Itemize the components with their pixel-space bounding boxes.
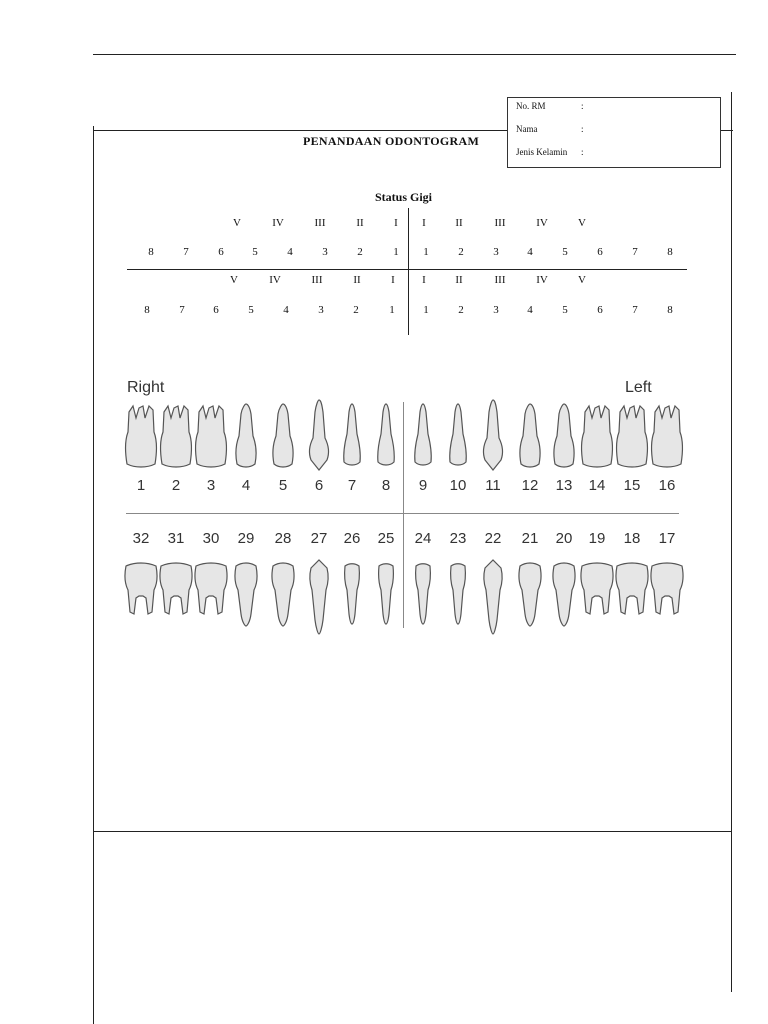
upper-tooth-9: [405, 398, 441, 474]
lower-tooth-23: [440, 558, 476, 634]
lower-primary-left-4: II: [353, 274, 361, 286]
info-label-nama: Nama: [516, 124, 538, 134]
status-gigi-horizontal-divider: [127, 269, 687, 270]
lower-permanent-left-4: 5: [248, 304, 254, 316]
lower-tooth-number-25: 25: [377, 530, 395, 547]
lower-permanent-right-2: 2: [458, 304, 464, 316]
upper-permanent-right-8: 8: [667, 246, 673, 258]
lower-tooth-number-32: 32: [132, 530, 150, 547]
upper-tooth-6: [301, 398, 337, 474]
lower-primary-right-1: I: [422, 274, 426, 286]
info-label-jenis-kelamin: Jenis Kelamin: [516, 147, 568, 157]
lower-primary-left-3: III: [311, 274, 323, 286]
lower-primary-left-1: V: [230, 274, 238, 286]
status-gigi-vertical-divider: [408, 208, 409, 335]
upper-tooth-number-16: 16: [658, 477, 676, 494]
upper-permanent-right-4: 4: [527, 246, 533, 258]
lower-tooth-number-27: 27: [310, 530, 328, 547]
lower-permanent-right-6: 6: [597, 304, 603, 316]
lower-permanent-right-4: 4: [527, 304, 533, 316]
upper-tooth-number-14: 14: [588, 477, 606, 494]
lower-tooth-number-21: 21: [521, 530, 539, 547]
lower-tooth-20: [546, 558, 582, 634]
lower-permanent-left-6: 3: [318, 304, 324, 316]
tooth-chart-left-label: Left: [625, 379, 652, 396]
upper-tooth-2: [158, 398, 194, 474]
upper-primary-right-3: III: [494, 217, 506, 229]
lower-permanent-left-3: 6: [213, 304, 219, 316]
lower-tooth-26: [334, 558, 370, 634]
lower-permanent-left-5: 4: [283, 304, 289, 316]
lower-tooth-32: [123, 558, 159, 634]
lower-tooth-17: [649, 558, 685, 634]
lower-primary-right-2: II: [455, 274, 463, 286]
section-top-rule: [93, 130, 507, 131]
lower-primary-right-3: III: [494, 274, 506, 286]
lower-tooth-number-24: 24: [414, 530, 432, 547]
upper-tooth-number-7: 7: [347, 477, 357, 494]
lower-permanent-right-7: 7: [632, 304, 638, 316]
upper-permanent-left-2: 7: [183, 246, 189, 258]
lower-tooth-31: [158, 558, 194, 634]
upper-tooth-4: [228, 398, 264, 474]
upper-tooth-number-12: 12: [521, 477, 539, 494]
upper-tooth-number-10: 10: [449, 477, 467, 494]
lower-tooth-number-30: 30: [202, 530, 220, 547]
info-label-no-rm: No. RM: [516, 101, 546, 111]
upper-permanent-right-1: 1: [423, 246, 429, 258]
upper-tooth-number-2: 2: [171, 477, 181, 494]
lower-permanent-left-1: 8: [144, 304, 150, 316]
lower-tooth-number-26: 26: [343, 530, 361, 547]
section-bottom-rule: [93, 831, 732, 832]
lower-tooth-25: [368, 558, 404, 634]
lower-tooth-number-28: 28: [274, 530, 292, 547]
lower-permanent-left-2: 7: [179, 304, 185, 316]
upper-tooth-number-9: 9: [418, 477, 428, 494]
lower-tooth-18: [614, 558, 650, 634]
upper-permanent-left-5: 4: [287, 246, 293, 258]
lower-tooth-number-29: 29: [237, 530, 255, 547]
lower-tooth-28: [265, 558, 301, 634]
upper-tooth-12: [512, 398, 548, 474]
lower-permanent-left-8: 1: [389, 304, 395, 316]
lower-permanent-right-5: 5: [562, 304, 568, 316]
lower-tooth-number-17: 17: [658, 530, 676, 547]
lower-primary-left-5: I: [391, 274, 395, 286]
lower-tooth-number-18: 18: [623, 530, 641, 547]
top-rule: [93, 54, 736, 55]
upper-tooth-14: [579, 398, 615, 474]
lower-primary-left-2: IV: [269, 274, 281, 286]
lower-tooth-number-20: 20: [555, 530, 573, 547]
upper-permanent-right-3: 3: [493, 246, 499, 258]
lower-tooth-number-19: 19: [588, 530, 606, 547]
upper-permanent-left-8: 1: [393, 246, 399, 258]
upper-permanent-right-7: 7: [632, 246, 638, 258]
upper-tooth-number-4: 4: [241, 477, 251, 494]
upper-permanent-left-1: 8: [148, 246, 154, 258]
upper-primary-right-5: V: [578, 217, 586, 229]
upper-primary-right-4: IV: [536, 217, 548, 229]
upper-tooth-5: [265, 398, 301, 474]
right-border: [731, 92, 732, 992]
upper-tooth-1: [123, 398, 159, 474]
info-colon-jenis-kelamin: :: [581, 147, 584, 157]
upper-primary-right-1: I: [422, 217, 426, 229]
upper-tooth-number-1: 1: [136, 477, 146, 494]
upper-tooth-13: [546, 398, 582, 474]
upper-tooth-16: [649, 398, 685, 474]
lower-tooth-22: [475, 558, 511, 634]
upper-tooth-8: [368, 398, 404, 474]
lower-tooth-number-23: 23: [449, 530, 467, 547]
upper-tooth-number-13: 13: [555, 477, 573, 494]
upper-primary-left-5: I: [394, 217, 398, 229]
upper-tooth-number-3: 3: [206, 477, 216, 494]
upper-tooth-number-11: 11: [485, 477, 501, 494]
status-gigi-title: Status Gigi: [375, 190, 433, 204]
upper-primary-right-2: II: [455, 217, 463, 229]
tooth-chart-right-label: Right: [127, 379, 165, 396]
upper-tooth-number-8: 8: [381, 477, 391, 494]
lower-tooth-29: [228, 558, 264, 634]
upper-primary-left-3: III: [314, 217, 326, 229]
lower-primary-right-5: V: [578, 274, 586, 286]
lower-tooth-number-22: 22: [484, 530, 502, 547]
upper-permanent-left-6: 3: [322, 246, 328, 258]
left-border: [93, 126, 94, 1024]
upper-permanent-left-7: 2: [357, 246, 363, 258]
lower-tooth-24: [405, 558, 441, 634]
upper-permanent-left-4: 5: [252, 246, 258, 258]
lower-tooth-27: [301, 558, 337, 634]
lower-permanent-right-1: 1: [423, 304, 429, 316]
upper-tooth-7: [334, 398, 370, 474]
upper-permanent-right-2: 2: [458, 246, 464, 258]
upper-primary-left-1: V: [233, 217, 241, 229]
lower-tooth-number-31: 31: [167, 530, 185, 547]
upper-primary-left-2: IV: [272, 217, 284, 229]
lower-tooth-21: [512, 558, 548, 634]
upper-primary-left-4: II: [356, 217, 364, 229]
upper-tooth-11: [475, 398, 511, 474]
upper-tooth-15: [614, 398, 650, 474]
upper-permanent-right-5: 5: [562, 246, 568, 258]
upper-permanent-left-3: 6: [218, 246, 224, 258]
lower-permanent-left-7: 2: [353, 304, 359, 316]
info-colon-nama: :: [581, 124, 584, 134]
lower-permanent-right-8: 8: [667, 304, 673, 316]
page-title: PENANDAAN ODONTOGRAM: [303, 134, 480, 148]
lower-primary-right-4: IV: [536, 274, 548, 286]
lower-tooth-19: [579, 558, 615, 634]
upper-permanent-right-6: 6: [597, 246, 603, 258]
patient-info-box: [507, 97, 721, 168]
upper-tooth-number-6: 6: [314, 477, 324, 494]
upper-tooth-number-15: 15: [623, 477, 641, 494]
upper-tooth-3: [193, 398, 229, 474]
upper-tooth-number-5: 5: [278, 477, 288, 494]
info-colon-no-rm: :: [581, 101, 584, 111]
lower-permanent-right-3: 3: [493, 304, 499, 316]
lower-tooth-30: [193, 558, 229, 634]
upper-tooth-10: [440, 398, 476, 474]
